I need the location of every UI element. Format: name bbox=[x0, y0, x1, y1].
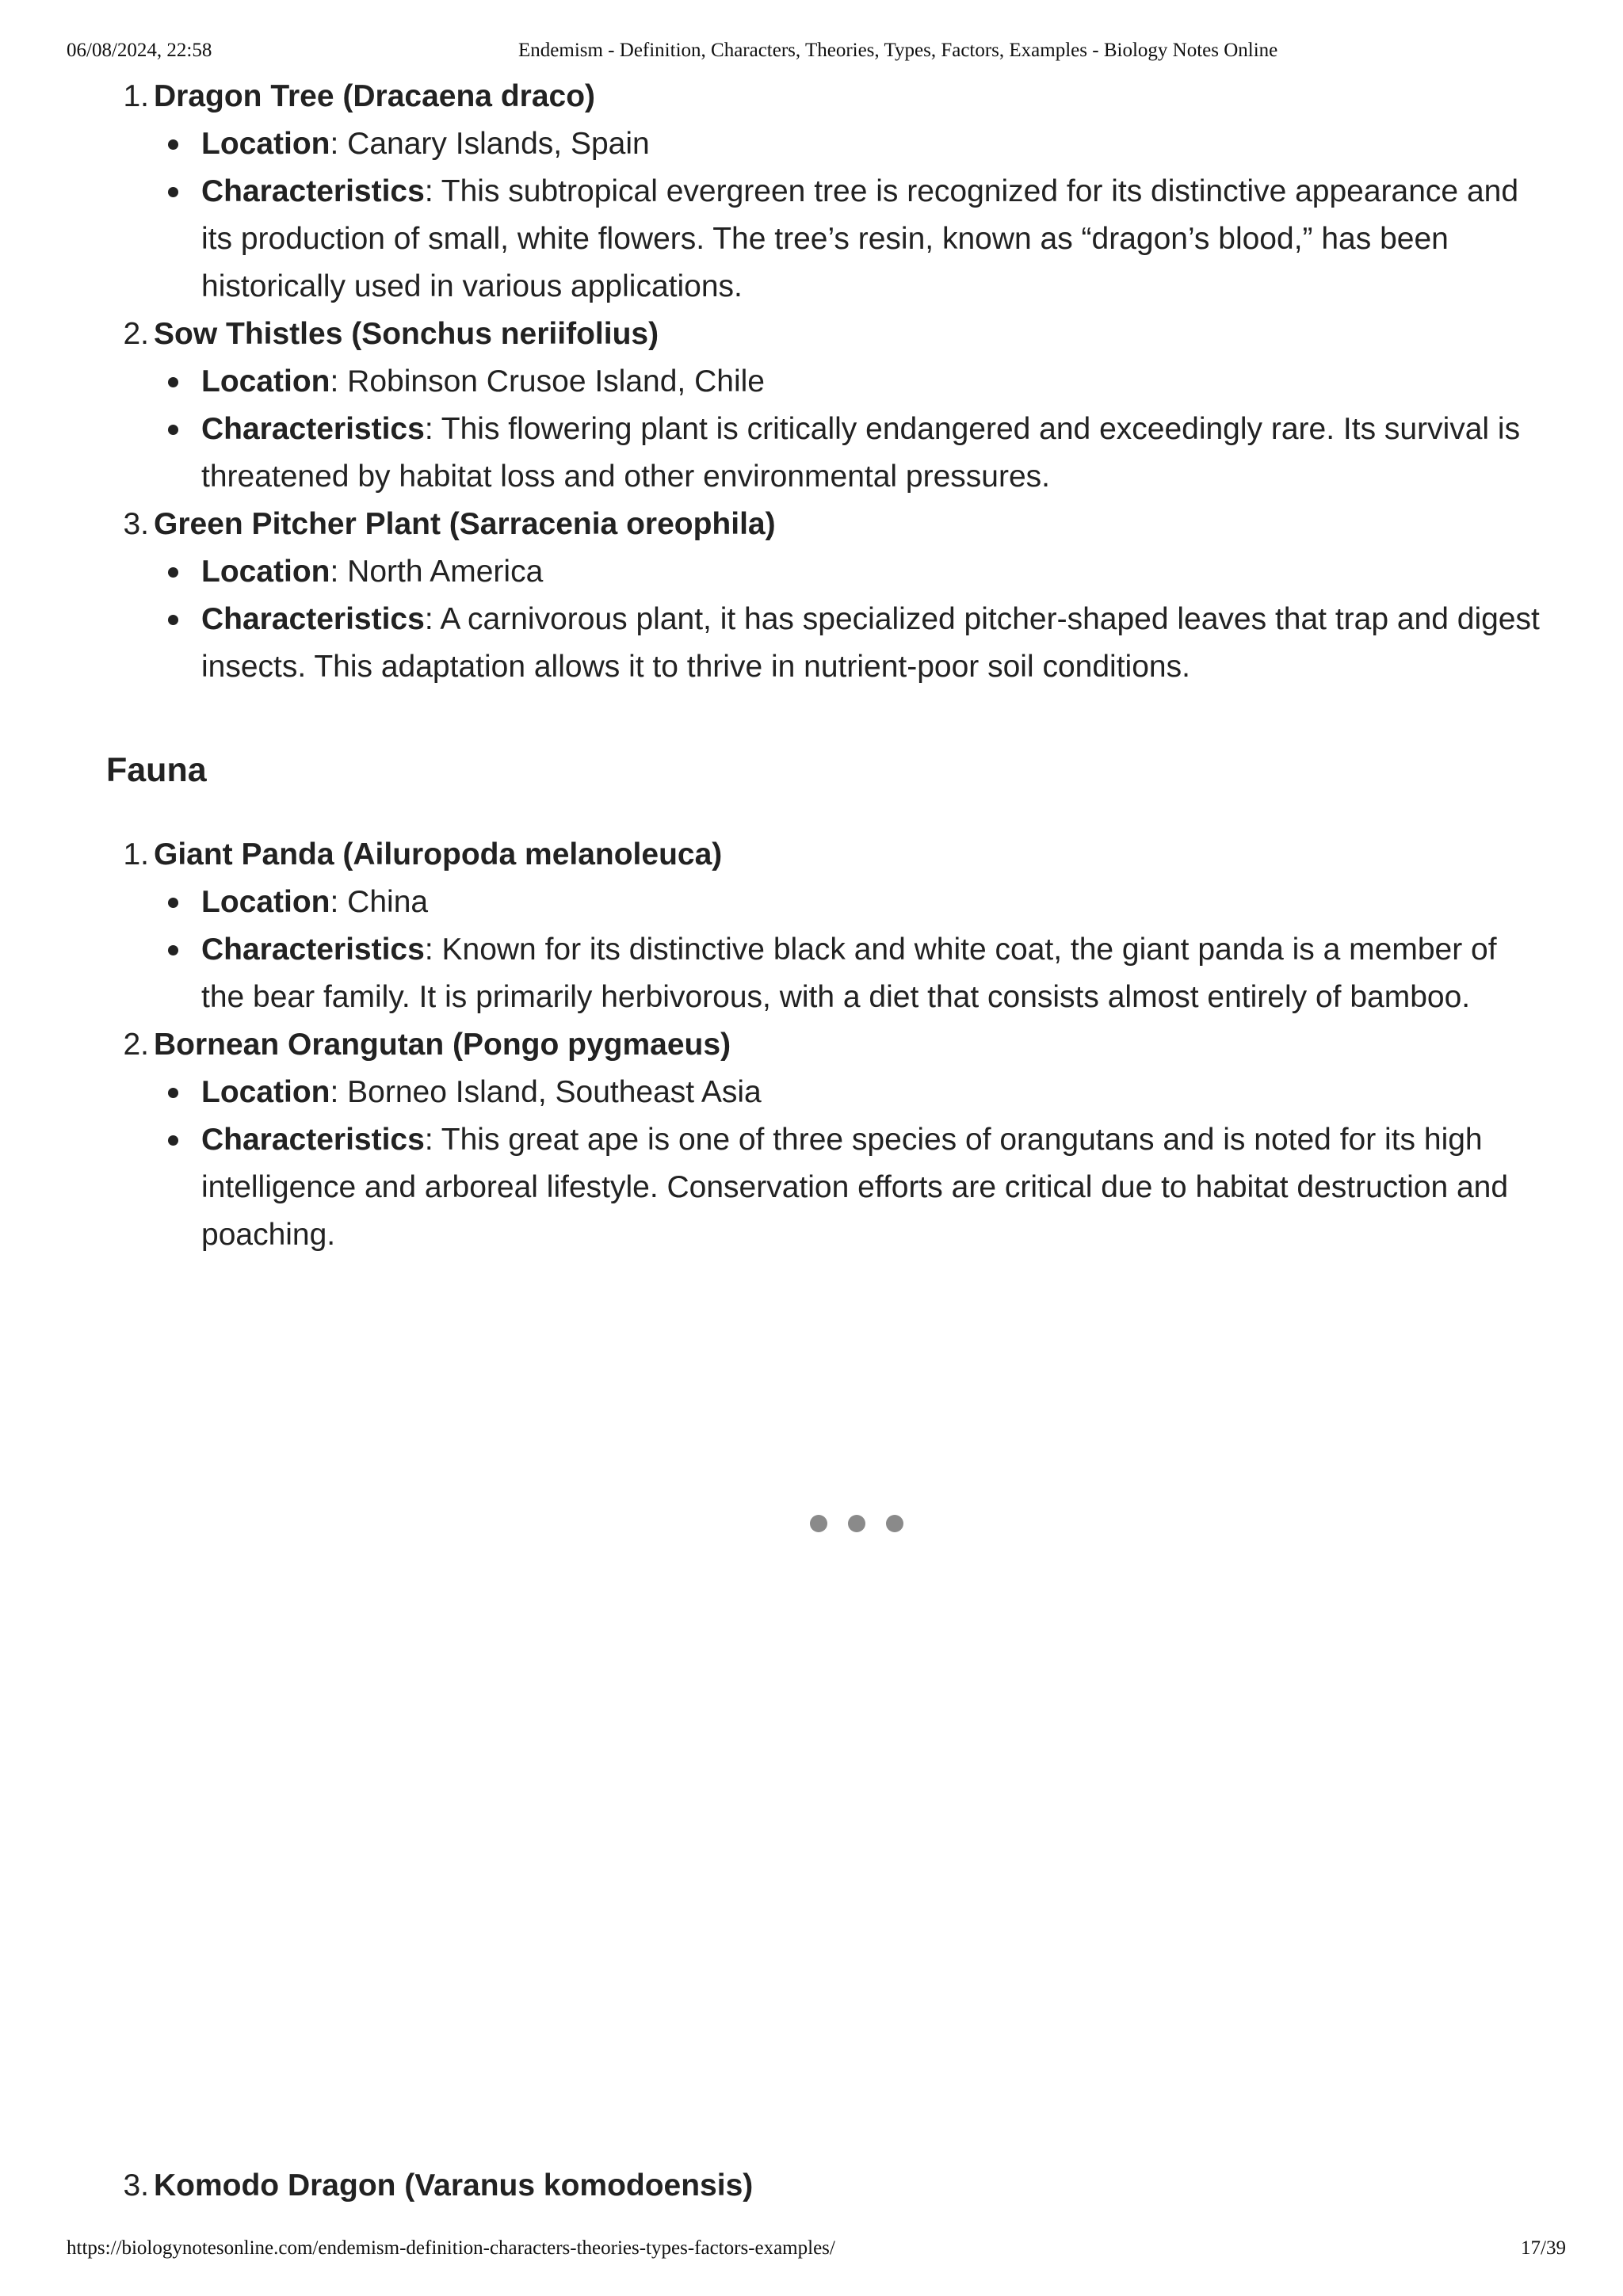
characteristics-entry bbox=[201, 406, 1541, 501]
loading-dot-icon bbox=[886, 1515, 903, 1532]
characteristics-label: Characteristics bbox=[201, 1123, 425, 1157]
species-name: Bornean Orangutan (Pongo pygmaeus) bbox=[154, 1028, 731, 1062]
species-details bbox=[154, 879, 1541, 1021]
location-text: : Robinson Crusoe Island, Chile bbox=[330, 364, 765, 399]
location-label: Location bbox=[201, 127, 330, 161]
characteristics-label: Characteristics bbox=[201, 174, 425, 208]
bullet-icon bbox=[168, 1135, 178, 1146]
bullet-icon bbox=[168, 425, 178, 435]
bullet-icon bbox=[168, 377, 178, 387]
list-item bbox=[123, 831, 1541, 1021]
loading-dot-icon bbox=[848, 1515, 865, 1532]
list-item bbox=[123, 1021, 1541, 1259]
item-number: 1. bbox=[123, 79, 149, 113]
species-name: Komodo Dragon (Varanus komodoensis) bbox=[154, 2168, 754, 2203]
location-label: Location bbox=[201, 555, 330, 589]
loading-dot-icon bbox=[810, 1515, 827, 1532]
location-entry bbox=[201, 548, 1541, 596]
print-footer bbox=[0, 2237, 1623, 2266]
item-number: 2. bbox=[123, 1028, 149, 1062]
species-name: Dragon Tree (Dracaena draco) bbox=[154, 79, 596, 113]
species-details bbox=[154, 1069, 1541, 1259]
location-text: : Canary Islands, Spain bbox=[330, 127, 650, 161]
flora-list bbox=[106, 73, 1549, 691]
characteristics-entry bbox=[201, 1116, 1541, 1259]
print-header bbox=[0, 40, 1623, 68]
location-entry bbox=[201, 358, 1541, 406]
characteristics-label: Characteristics bbox=[201, 412, 425, 446]
characteristics-text: : This flowering plant is critically endangered and exceedingly rare. Its survival is threatened by habitat loss and other environmental pressures. bbox=[201, 412, 1521, 494]
bullet-icon bbox=[168, 898, 178, 908]
list-item bbox=[123, 311, 1549, 501]
item-number: 3. bbox=[123, 2168, 149, 2203]
species-details bbox=[154, 120, 1549, 311]
characteristics-text: : A carnivorous plant, it has specialized pitcher-shaped leaves that trap and digest insects. This adaptation allows it to thrive in nutrient-poor soil conditions. bbox=[201, 602, 1540, 684]
characteristics-text: : This great ape is one of three species of orangutans and is noted for its high intelligence and arboreal lifestyle. Conservation efforts are critical due to habitat destruction and poaching. bbox=[201, 1123, 1509, 1252]
characteristics-text: : Known for its distinctive black and white coat, the giant panda is a member of the bear family. It is primarily herbivorous, with a diet that consists almost entirely of bamboo. bbox=[201, 933, 1497, 1014]
print-page-title: Endemism - Definition, Characters, Theories, Types, Factors, Examples - Biology Notes Online bbox=[518, 40, 1278, 61]
location-entry bbox=[201, 1069, 1541, 1116]
location-text: : Borneo Island, Southeast Asia bbox=[330, 1075, 762, 1109]
print-url: https://biologynotesonline.com/endemism-definition-characters-theories-types-factors-examples/ bbox=[67, 2237, 835, 2259]
loading-indicator bbox=[810, 1515, 910, 1534]
characteristics-entry bbox=[201, 596, 1541, 691]
species-name: Giant Panda (Ailuropoda melanoleuca) bbox=[154, 837, 723, 871]
location-label: Location bbox=[201, 364, 330, 399]
characteristics-label: Characteristics bbox=[201, 933, 425, 967]
list-item bbox=[123, 2162, 754, 2210]
print-datetime: 06/08/2024, 22:58 bbox=[67, 40, 212, 61]
bullet-icon bbox=[168, 945, 178, 955]
species-name: Sow Thistles (Sonchus neriifolius) bbox=[154, 317, 659, 351]
location-text: : China bbox=[330, 885, 429, 919]
fauna-heading: Fauna bbox=[106, 751, 207, 789]
fauna-list-continued bbox=[106, 2162, 753, 2210]
item-number: 1. bbox=[123, 837, 149, 871]
characteristics-entry bbox=[201, 926, 1541, 1021]
location-entry bbox=[201, 879, 1541, 926]
bullet-icon bbox=[168, 139, 178, 150]
species-details bbox=[154, 358, 1549, 501]
species-name: Green Pitcher Plant (Sarracenia oreophila) bbox=[154, 507, 776, 541]
characteristics-text: : This subtropical evergreen tree is recognized for its distinctive appearance and its production of small, white flowers. The tree’s resin, known as “dragon’s blood,” has been historically used in various applications. bbox=[201, 174, 1519, 303]
location-label: Location bbox=[201, 885, 330, 919]
article-content bbox=[106, 73, 1549, 2203]
item-number: 3. bbox=[123, 507, 149, 541]
list-item bbox=[123, 501, 1549, 691]
print-page-number: 17/39 bbox=[1521, 2237, 1566, 2259]
bullet-icon bbox=[168, 187, 178, 197]
list-item bbox=[123, 73, 1549, 311]
characteristics-label: Characteristics bbox=[201, 602, 425, 636]
item-number: 2. bbox=[123, 317, 149, 351]
bullet-icon bbox=[168, 1088, 178, 1098]
fauna-list bbox=[106, 831, 1541, 1259]
characteristics-entry bbox=[201, 168, 1541, 311]
bullet-icon bbox=[168, 567, 178, 578]
location-entry bbox=[201, 120, 1541, 168]
location-label: Location bbox=[201, 1075, 330, 1109]
bullet-icon bbox=[168, 615, 178, 625]
species-details bbox=[154, 548, 1549, 691]
location-text: : North America bbox=[330, 555, 544, 589]
